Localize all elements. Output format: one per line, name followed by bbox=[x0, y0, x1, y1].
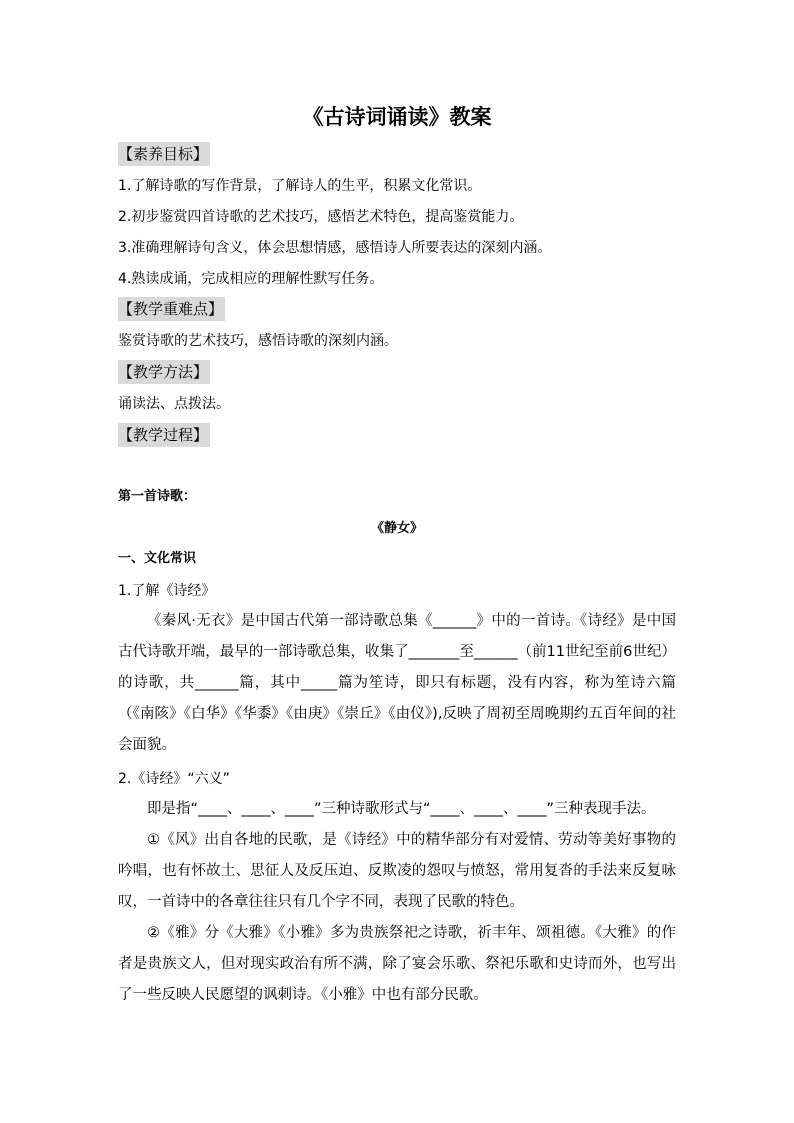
goal-item: 3.准确理解诗句含义，体会思想情感，感悟诗人所要表达的深刻内涵。 bbox=[118, 240, 552, 256]
list-item: 1.了解《诗经》 bbox=[118, 583, 216, 599]
poem-heading: 第一首诗歌： bbox=[118, 489, 197, 504]
goal-item: 4.熟读成诵，完成相应的理解性默写任务。 bbox=[118, 271, 384, 287]
section-heading-methods: 【教学方法】 bbox=[118, 360, 210, 384]
poem-title: 《静女》 bbox=[370, 521, 423, 536]
list-item: 2.《诗经》“六义” bbox=[118, 771, 230, 787]
culture-heading: 一、文化常识 bbox=[118, 551, 197, 566]
paragraph: 即是指“____、____、____”三种诗歌形式与“____、____、____”三种表现手法。 bbox=[147, 801, 656, 817]
key-points-text: 鉴赏诗歌的艺术技巧，感悟诗歌的深刻内涵。 bbox=[118, 333, 398, 349]
document-title: 《古诗词诵读》教案 bbox=[302, 105, 492, 129]
section-heading-goals: 【素养目标】 bbox=[118, 142, 210, 166]
paragraph: 《秦风·无衣》是中国古代第一部诗歌总集《______》中的一首诗。《诗经》是中国古代诗歌开端，最早的一部诗歌总集，收集了_______至______（前11世纪至前6世纪）的诗歌，共______篇，其中_____篇为笙诗，即只有标题，没有内容，称为笙诗六篇（《南陔》《白华》《华黍》《由庚》《崇丘》《由仪》),反映了周初至周晚期约五百年间的社会面貌。 bbox=[118, 613, 676, 753]
section-heading-process: 【教学过程】 bbox=[118, 423, 210, 447]
methods-text: 诵读法、点拨法。 bbox=[118, 396, 230, 412]
paragraph: ①《风》出自各地的民歌，是《诗经》中的精华部分有对爱情、劳动等美好事物的吟唱，也有怀故土、思征人及反压迫、反欺凌的怨叹与愤怒，常用复沓的手法来反复咏叹，一首诗中的各章往往只有几个字不同，表现了民歌的特色。 bbox=[118, 832, 676, 910]
goal-item: 1.了解诗歌的写作背景，了解诗人的生平，积累文化常识。 bbox=[118, 178, 482, 194]
goal-item: 2.初步鉴赏四首诗歌的艺术技巧，感悟艺术特色，提高鉴赏能力。 bbox=[118, 209, 524, 225]
paragraph: ②《雅》分《大雅》《小雅》多为贵族祭祀之诗歌，祈丰年、颂祖德。《大雅》的作者是贵族文人，但对现实政治有所不满，除了宴会乐歌、祭祀乐歌和史诗而外，也写出了一些反映人民愿望的讽刺诗。《小雅》中也有部分民歌。 bbox=[118, 925, 676, 1003]
section-heading-key-points: 【教学重难点】 bbox=[118, 297, 225, 321]
